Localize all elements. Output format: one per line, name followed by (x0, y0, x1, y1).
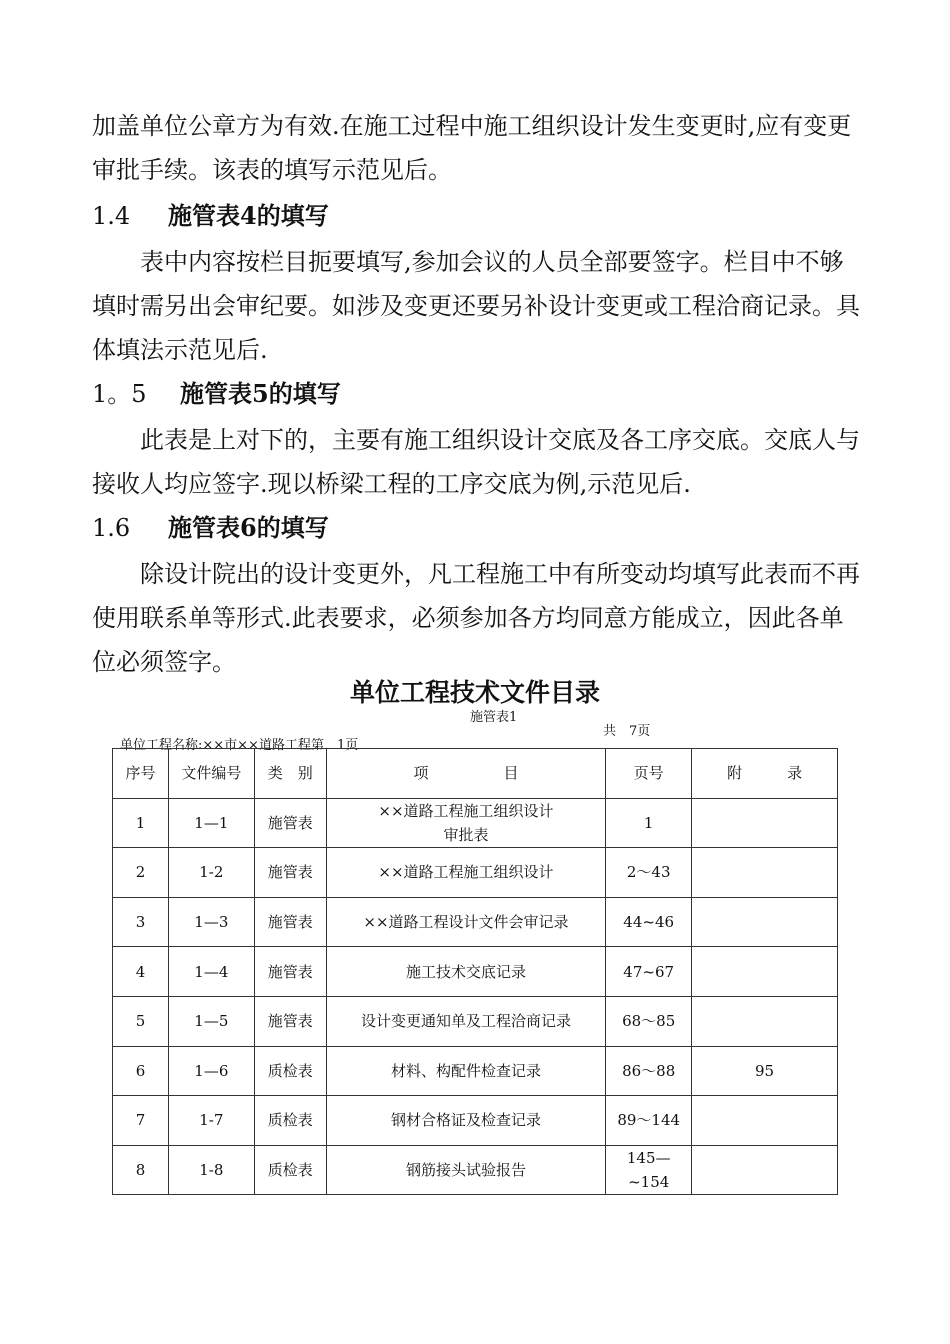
cell-code: 1—4 (168, 947, 254, 997)
table-header-row (113, 749, 838, 799)
cell-code: 1-7 (168, 1096, 254, 1146)
cell-appendix (692, 996, 838, 1046)
cell-page: 44~46 (606, 897, 692, 947)
cell-page: 145— ~154 (606, 1145, 692, 1195)
cell-appendix (692, 947, 838, 997)
table-row (113, 947, 838, 997)
header-item: 项 目 (326, 749, 606, 799)
cell-code: 1—5 (168, 996, 254, 1046)
cell-no: 8 (113, 1145, 169, 1195)
cell-code: 1-8 (168, 1145, 254, 1195)
section-number: 1.4 (92, 202, 131, 230)
cell-appendix (692, 848, 838, 898)
cell-appendix (692, 897, 838, 947)
header-code: 文件编号 (168, 749, 254, 799)
cell-no: 5 (113, 996, 169, 1046)
paragraph-2: 表中内容按栏目扼要填写,参加会议的人员全部要签字。栏目中不够填时需另出会审纪要。如涉及变更还要另补设计变更或工程洽商记录。具体填法示范见后. (92, 248, 860, 364)
cell-no: 6 (113, 1046, 169, 1096)
cell-item: ××道路工程施工组织设计 (326, 848, 606, 898)
cell-code: 1—3 (168, 897, 254, 947)
header-category: 类 别 (254, 749, 326, 799)
table-row (113, 798, 838, 848)
project-name: 单位工程名称:××市××道路工程第 1页 (120, 738, 359, 753)
cell-code: 1-2 (168, 848, 254, 898)
cell-category: 施管表 (254, 947, 326, 997)
section-title: 施管表5的填写 (180, 379, 341, 408)
cell-page: 89～144 (606, 1096, 692, 1146)
cell-category: 施管表 (254, 798, 326, 848)
table-row (113, 996, 838, 1046)
cell-item: ××道路工程设计文件会审记录 (326, 897, 606, 947)
cell-page: 68～85 (606, 996, 692, 1046)
cell-page: 1 (606, 798, 692, 848)
cell-item: 钢材合格证及检查记录 (326, 1096, 606, 1146)
header-page: 页号 (606, 749, 692, 799)
cell-category: 施管表 (254, 996, 326, 1046)
cell-appendix (692, 1145, 838, 1195)
cell-item: 施工技术交底记录 (326, 947, 606, 997)
cell-code: 1—6 (168, 1046, 254, 1096)
table-row (113, 1145, 838, 1195)
cell-item: 设计变更通知单及工程洽商记录 (326, 996, 606, 1046)
cell-appendix (692, 1096, 838, 1146)
cell-page: 86～88 (606, 1046, 692, 1096)
cell-no: 3 (113, 897, 169, 947)
document-title: 单位工程技术文件目录 (349, 678, 600, 707)
section-heading-1-6 (92, 508, 329, 548)
section-number: 1。5 (92, 380, 147, 408)
cell-category: 施管表 (254, 848, 326, 898)
cell-no: 2 (113, 848, 169, 898)
header-appendix: 附 录 (692, 749, 838, 799)
cell-category: 施管表 (254, 897, 326, 947)
paragraph-4: 除设计院出的设计变更外，凡工程施工中有所变动均填写此表而不再使用联系单等形式.此表要求，必须参加各方均同意方能成立，因此各单位必须签字。 (92, 560, 860, 676)
section-title: 施管表4的填写 (168, 201, 329, 230)
table-row (113, 1096, 838, 1146)
table-row (113, 1046, 838, 1096)
cell-item: 钢筋接头试验报告 (326, 1145, 606, 1195)
table-row (113, 897, 838, 947)
cell-no: 4 (113, 947, 169, 997)
cell-appendix: 95 (692, 1046, 838, 1096)
paragraph-1: 加盖单位公章方为有效.在施工过程中施工组织设计发生变更时,应有变更审批手续。该表的填写示范见后。 (92, 112, 852, 184)
header-no: 序号 (113, 749, 169, 799)
section-number: 1.6 (92, 514, 131, 542)
cell-item: 材料、构配件检查记录 (326, 1046, 606, 1096)
paragraph-3: 此表是上对下的，主要有施工组织设计交底及各工序交底。交底人与接收人均应签字.现以桥梁工程的工序交底为例,示范见后. (92, 426, 860, 498)
cell-page: 2～43 (606, 848, 692, 898)
cell-no: 7 (113, 1096, 169, 1146)
cell-page: 47~67 (606, 947, 692, 997)
section-title: 施管表6的填写 (168, 513, 329, 542)
file-index-table (112, 748, 838, 1195)
cell-category: 质检表 (254, 1096, 326, 1146)
cell-appendix (692, 798, 838, 848)
total-pages: 共 7页 (603, 724, 651, 739)
cell-category: 质检表 (254, 1145, 326, 1195)
section-heading-1-4 (92, 196, 329, 236)
table-row (113, 848, 838, 898)
section-heading-1-5 (92, 374, 341, 414)
cell-no: 1 (113, 798, 169, 848)
cell-code: 1—1 (168, 798, 254, 848)
form-code: 施管表1 (470, 710, 518, 725)
cell-item: ××道路工程施工组织设计 审批表 (326, 798, 606, 848)
cell-category: 质检表 (254, 1046, 326, 1096)
